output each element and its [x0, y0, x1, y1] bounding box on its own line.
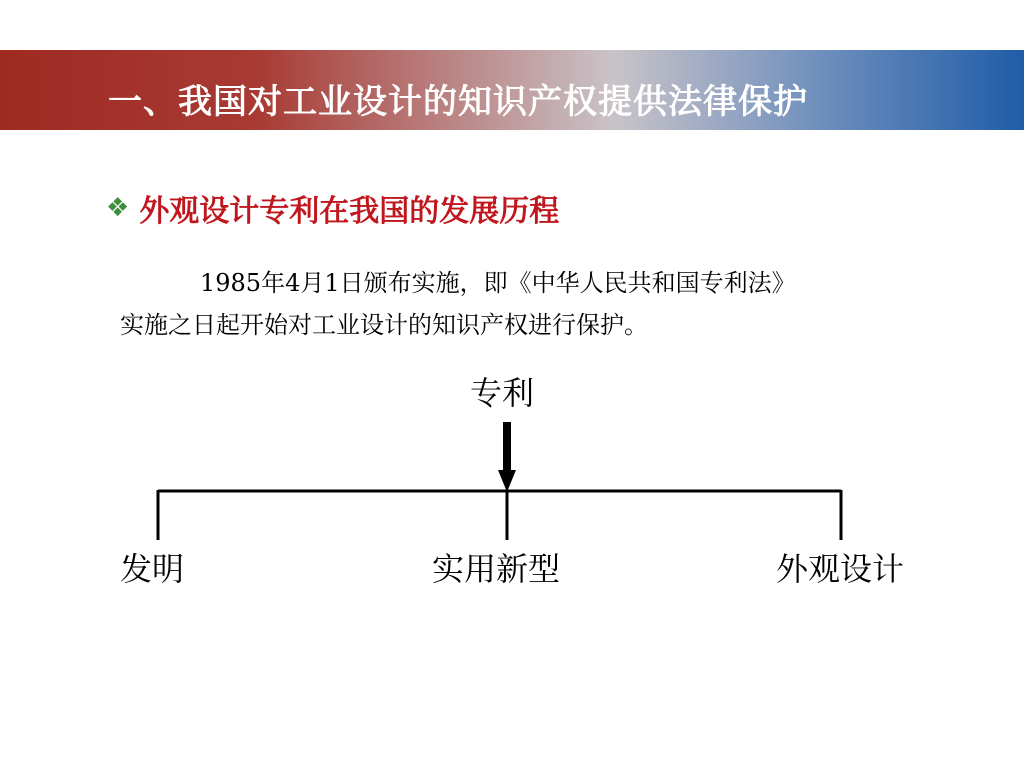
- slide-title: 一、我国对工业设计的知识产权提供法律保护: [108, 82, 808, 122]
- paragraph-line-2: 实施之日起开始对工业设计的知识产权进行保护。: [120, 311, 648, 339]
- subtitle-text: 外观设计专利在我国的发展历程: [139, 194, 560, 229]
- node-patent: 专利: [470, 374, 535, 412]
- paragraph-line-1: 1985年4月1日颁布实施，即《中华人民共和国专利法》: [200, 269, 796, 297]
- node-invention: 发明: [120, 550, 185, 588]
- root-arrow-head: [498, 470, 516, 492]
- diamond-bullet-icon: ❖: [106, 193, 130, 223]
- node-utility-model: 实用新型: [432, 550, 561, 588]
- node-industrial-design: 外观设计: [776, 550, 905, 588]
